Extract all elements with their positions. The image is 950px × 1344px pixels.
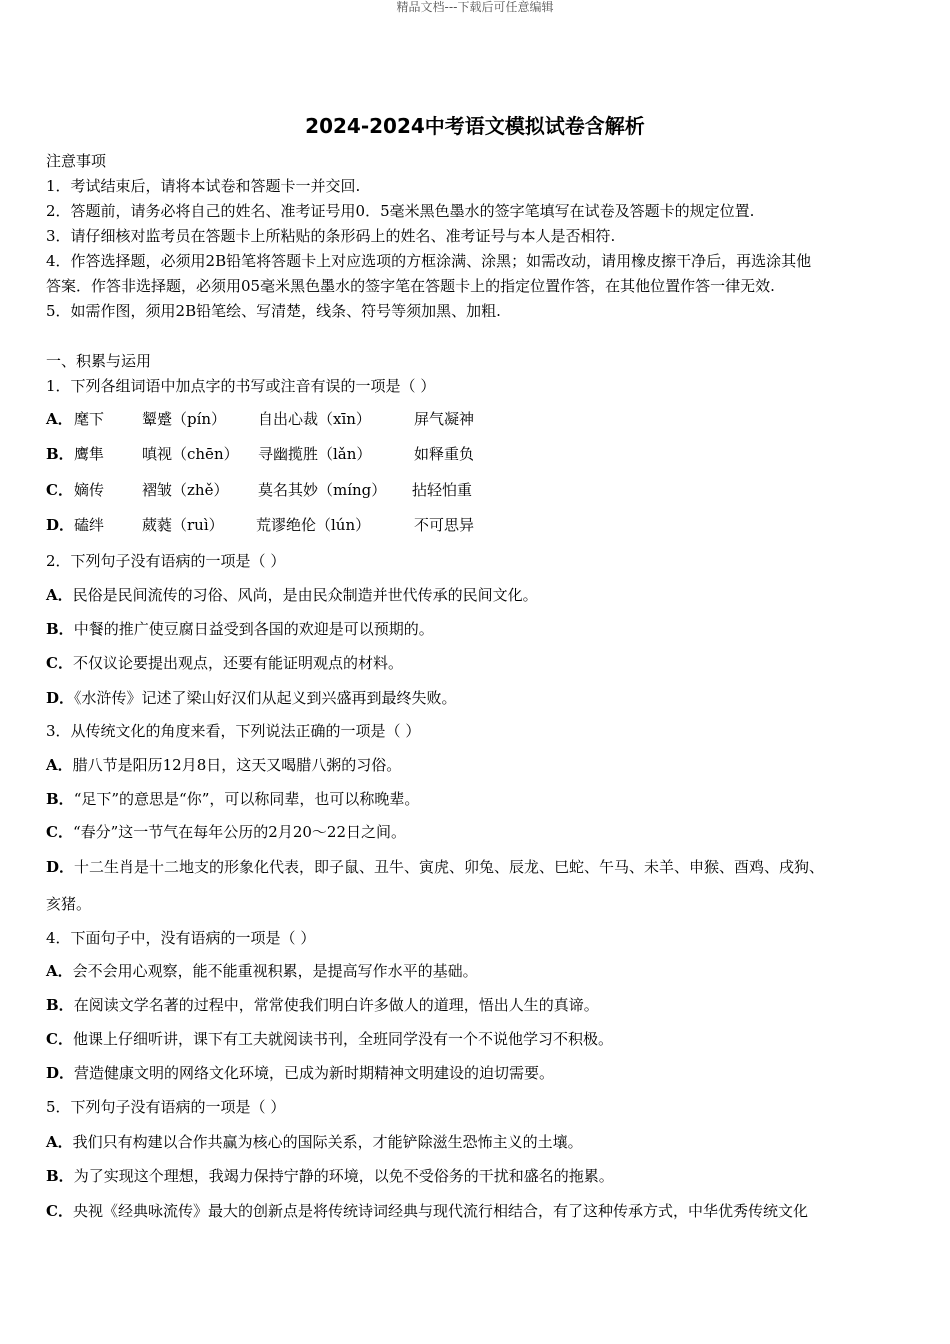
question-4-option: D．营造健康文明的网络文化环境，已成为新时期精神文明建设的迫切需要。 bbox=[46, 1064, 555, 1082]
page-title: 2024-2024中考语文模拟试卷含解析 bbox=[305, 114, 645, 138]
option-word: 屏气凝神 bbox=[414, 410, 475, 428]
notice-item: 答案．作答非选择题，必须用05毫米黑色墨水的签字笔在答题卡上的指定位置作答，在其他位置作答一律无效. bbox=[46, 277, 775, 295]
option-word: 颦蹙（pín） bbox=[142, 410, 227, 428]
question-3-option-continuation: 亥猪。 bbox=[46, 895, 92, 913]
option-word: 自出心裁（xīn） bbox=[258, 410, 371, 428]
option-word: 麾下 bbox=[74, 410, 105, 428]
header-watermark: 精品文档---下载后可任意编辑 bbox=[396, 0, 554, 14]
option-word: 磕绊 bbox=[74, 516, 105, 534]
option-word: 嗔视（chēn） bbox=[142, 445, 239, 463]
option-word: 如释重负 bbox=[414, 445, 475, 463]
notice-item: 4．作答选择题，必须用2B铅笔将答题卡上对应选项的方框涂满、涂黑；如需改动，请用橡皮擦干净后，再选涂其他 bbox=[46, 252, 812, 270]
option-label: C． bbox=[46, 481, 73, 499]
question-5-option: C．央视《经典咏流传》最大的创新点是将传统诗词经典与现代流行相结合，有了这种传承方式，中华优秀传统文化 bbox=[46, 1202, 808, 1220]
option-word: 拈轻怕重 bbox=[412, 481, 473, 499]
question-3-stem: 3．从传统文化的角度来看，下列说法正确的一项是（ ） bbox=[46, 722, 421, 740]
question-3-option: A．腊八节是阳历12月8日，这天又喝腊八粥的习俗。 bbox=[46, 756, 402, 774]
question-3-option: C．“春分”这一节气在每年公历的2月20～22日之间。 bbox=[46, 823, 407, 841]
notice-item: 1．考试结束后，请将本试卷和答题卡一并交回. bbox=[46, 177, 361, 195]
question-2-option: B．中餐的推广使豆腐日益受到各国的欢迎是可以预期的。 bbox=[46, 620, 434, 638]
option-label: B． bbox=[46, 445, 74, 463]
question-2-option: A．民俗是民间流传的习俗、风尚，是由民众制造并世代传承的民间文化。 bbox=[46, 586, 538, 604]
question-4-stem: 4．下面句子中，没有语病的一项是（ ） bbox=[46, 929, 316, 947]
notice-heading: 注意事项 bbox=[46, 152, 107, 170]
question-3-option: D．十二生肖是十二地支的形象化代表，即子鼠、丑牛、寅虎、卯兔、辰龙、巳蛇、午马、未羊、申猴、酉鸡、戌狗、 bbox=[46, 858, 825, 876]
option-word: 褶皱（zhě） bbox=[142, 481, 229, 499]
option-word: 嫡传 bbox=[74, 481, 105, 499]
option-word: 葳蕤（ruì） bbox=[142, 516, 224, 534]
option-word: 莫名其妙（míng） bbox=[258, 481, 387, 499]
option-label: A． bbox=[46, 410, 73, 428]
question-1-stem: 1．下列各组词语中加点字的书写或注音有误的一项是（ ） bbox=[46, 377, 436, 395]
option-word: 寻幽揽胜（lǎn） bbox=[258, 445, 372, 463]
question-2-stem: 2．下列句子没有语病的一项是（ ） bbox=[46, 552, 286, 570]
option-word: 鹰隼 bbox=[74, 445, 105, 463]
notice-item: 5．如需作图，须用2B铅笔绘、写清楚，线条、符号等须加黑、加粗. bbox=[46, 302, 501, 320]
notice-item: 3．请仔细核对监考员在答题卡上所粘贴的条形码上的姓名、准考证号与本人是否相符. bbox=[46, 227, 616, 245]
question-2-option: C．不仅议论要提出观点，还要有能证明观点的材料。 bbox=[46, 654, 403, 672]
option-word: 不可思异 bbox=[414, 516, 475, 534]
option-label: D． bbox=[46, 516, 75, 534]
option-word: 荒谬绝伦（lún） bbox=[256, 516, 371, 534]
section-heading: 一、积累与运用 bbox=[46, 352, 152, 370]
question-2-option: D．《水浒传》记述了梁山好汉们从起义到兴盛再到最终失败。 bbox=[46, 689, 457, 707]
notice-item: 2．答题前，请务必将自己的姓名、准考证号用0．5毫米黑色墨水的签字笔填写在试卷及答题卡的规定位置. bbox=[46, 202, 755, 220]
question-4-option: A．会不会用心观察，能不能重视积累，是提高写作水平的基础。 bbox=[46, 962, 478, 980]
question-4-option: C．他课上仔细听讲，课下有工夫就阅读书刊，全班同学没有一个不说他学习不积极。 bbox=[46, 1030, 613, 1048]
question-3-option: B．“足下”的意思是“你”，可以称同辈，也可以称晚辈。 bbox=[46, 790, 420, 808]
question-5-option: B．为了实现这个理想，我竭力保持宁静的环境，以免不受俗务的干扰和盛名的拖累。 bbox=[46, 1167, 614, 1185]
question-5-option: A．我们只有构建以合作共赢为核心的国际关系，才能铲除滋生恐怖主义的土壤。 bbox=[46, 1133, 583, 1151]
question-4-option: B．在阅读文学名著的过程中，常常使我们明白许多做人的道理，悟出人生的真谛。 bbox=[46, 996, 599, 1014]
question-5-stem: 5．下列句子没有语病的一项是（ ） bbox=[46, 1098, 286, 1116]
